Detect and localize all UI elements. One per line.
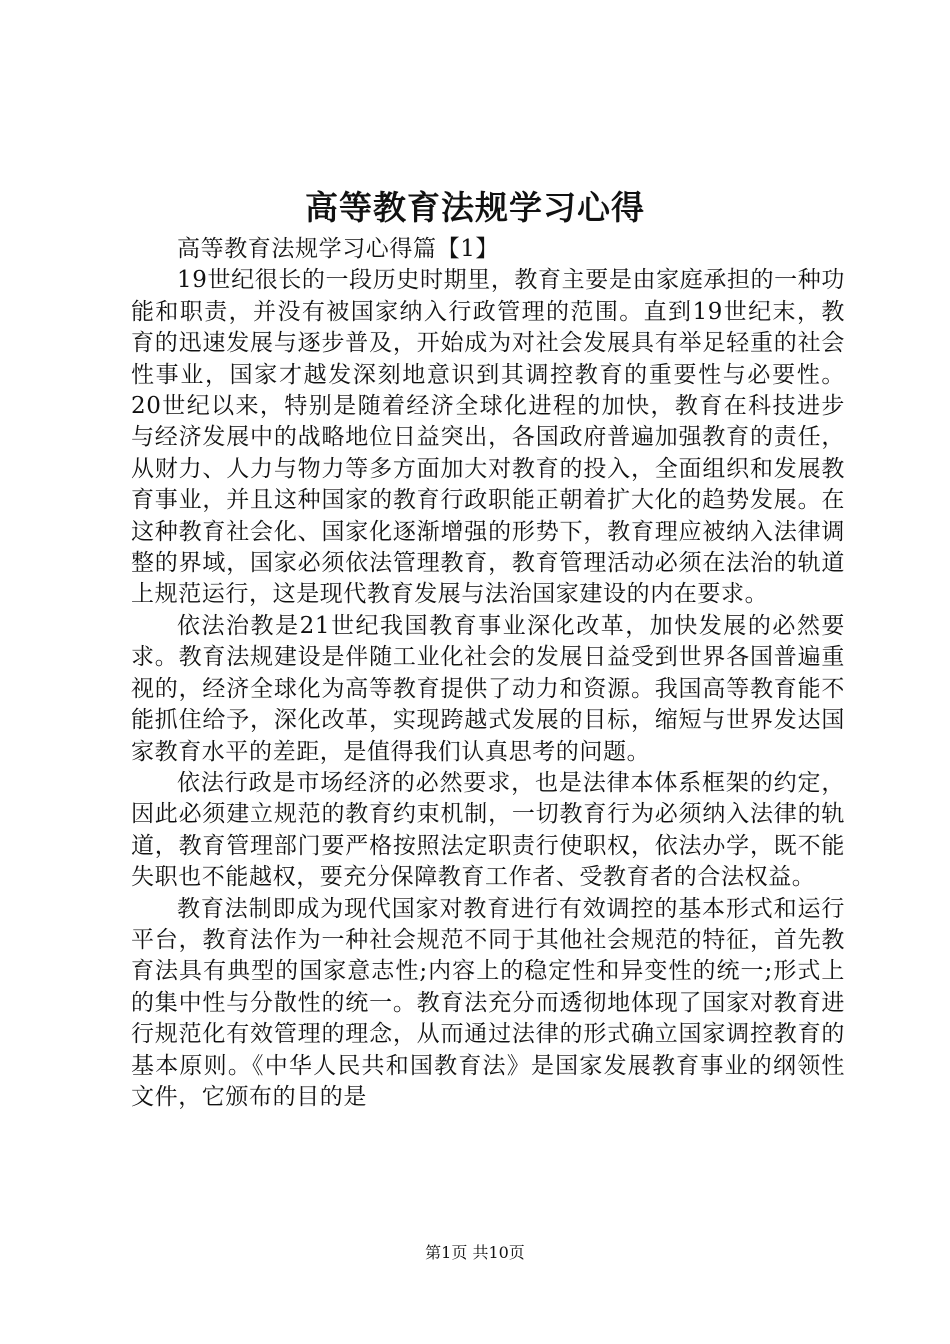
section-heading: 高等教育法规学习心得篇【1】 — [177, 236, 500, 262]
document-body — [131, 234, 845, 1113]
paragraph: 依法行政是市场经济的必然要求，也是法律本体系框架的约定，因此必须建立规范的教育约束机制，一切教育行为必须纳入法律的轨道，教育管理部门要严格按照法定职责行使职权，依法办学，既不能失职也不能越权，要充分保障教育工作者、受教育者的合法权益。 — [131, 769, 845, 891]
paragraph: 依法治教是21世纪我国教育事业深化改革，加快发展的必然要求。教育法规建设是伴随工业化社会的发展日益受到世界各国普遍重视的，经济全球化为高等教育提供了动力和资源。我国高等教育能不能抓住给予，深化改革，实现跨越式发展的目标，缩短与世界发达国家教育水平的差距，是值得我们认真思考的问题。 — [131, 612, 845, 765]
page-number-footer: 第1页 共10页 — [425, 1243, 525, 1262]
paragraph: 19世纪很长的一段历史时期里，教育主要是由家庭承担的一种功能和职责，并没有被国家纳入行政管理的范围。直到19世纪末，教育的迅速发展与逐步普及，开始成为对社会发展具有举足轻重的社会性事业，国家才越发深刻地意识到其调控教育的重要性与必要性。20世纪以来，特别是随着经济全球化进程的加快，教育在科技进步与经济发展中的战略地位日益突出，各国政府普遍加强教育的责任，从财力、人力与物力等多方面加大对教育的投入，全面组织和发展教育事业，并且这种国家的教育行政职能正朝着扩大化的趋势发展。在这种教育社会化、国家化逐渐增强的形势下，教育理应被纳入法律调整的界域，国家必须依法管理教育，教育管理活动必须在法治的轨道上规范运行，这是现代教育发展与法治国家建设的内在要求。 — [131, 267, 845, 608]
paragraph: 教育法制即成为现代国家对教育进行有效调控的基本形式和运行平台，教育法作为一种社会规范不同于其他社会规范的特征，首先教育法具有典型的国家意志性;内容上的稳定性和异变性的统一;形式上的集中性与分散性的统一。教育法充分而透彻地体现了国家对教育进行规范化有效管理的理念，从而通过法律的形式确立国家调控教育的基本原则。《中华人民共和国教育法》是国家发展教育事业的纲领性文件，它颁布的目的是 — [131, 895, 845, 1110]
page-title: 高等教育法规学习心得 — [305, 188, 645, 227]
